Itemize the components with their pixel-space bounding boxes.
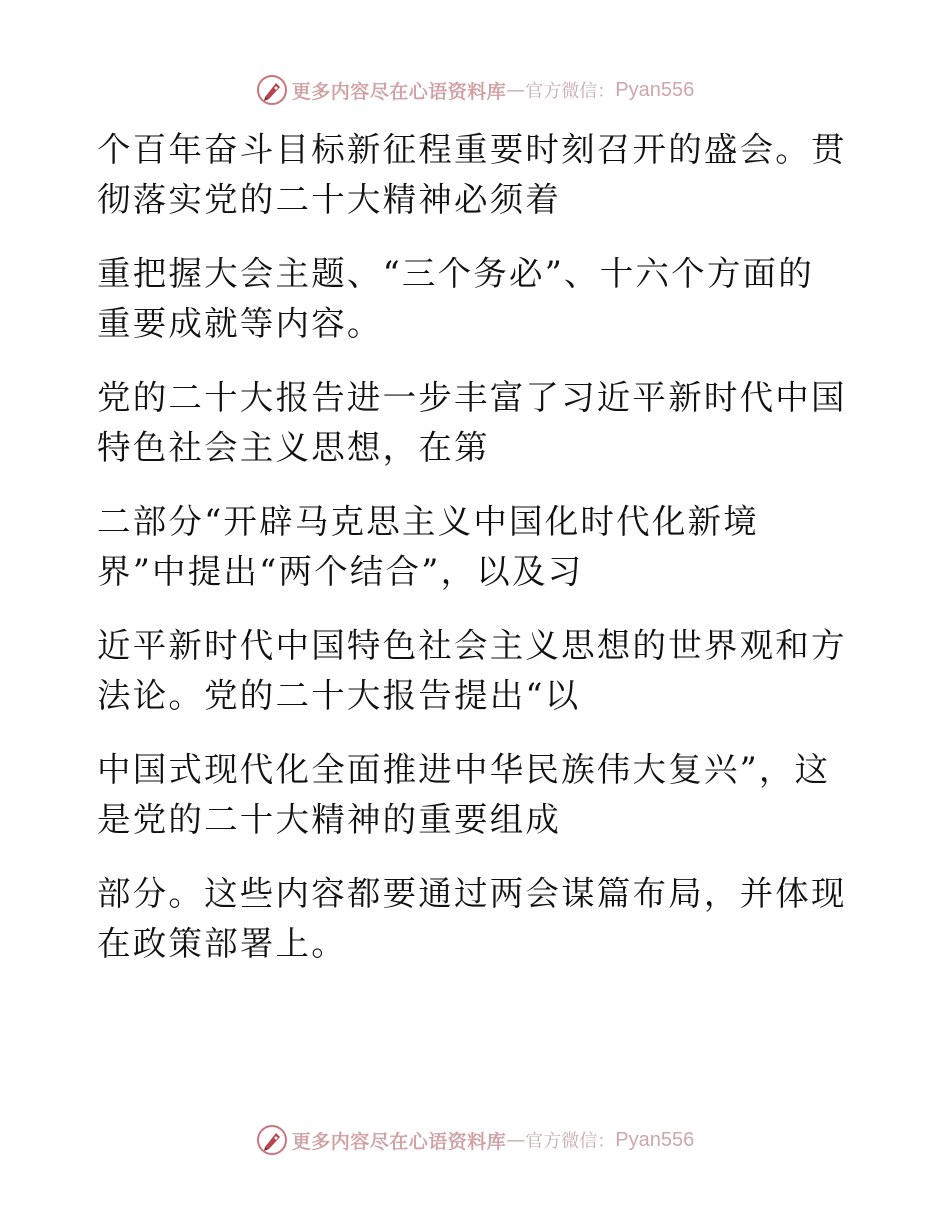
paragraph-line: 是党的二十大精神的重要组成 bbox=[97, 800, 562, 839]
paragraph-line: 彻落实党的二十大精神必须着 bbox=[97, 180, 562, 219]
banner-main-text: 更多内容尽在心语资料库 bbox=[291, 80, 507, 103]
footer-banner bbox=[0, 1120, 950, 1160]
paragraph bbox=[97, 125, 847, 225]
paragraph-line: 近平新时代中国特色社会主义思想的世界观和方 bbox=[97, 626, 847, 665]
banner-dash: — bbox=[506, 1129, 526, 1151]
paragraph bbox=[97, 373, 847, 473]
paragraph-line: 法论。党的二十大报告提出“以 bbox=[97, 676, 581, 715]
paragraph-line: 重把握大会主题、“三个务必”、十六个方面的 bbox=[97, 254, 814, 293]
paragraph-line: 重要成就等内容。 bbox=[97, 304, 383, 343]
paragraph-line: 中国式现代化全面推进中华民族伟大复兴”，这 bbox=[97, 750, 831, 789]
header-banner bbox=[0, 70, 950, 110]
banner-wechat-label: 官方微信： bbox=[525, 81, 616, 102]
banner-wechat-id: Pyan556 bbox=[615, 1128, 695, 1151]
paragraph bbox=[97, 497, 837, 597]
banner-dash: — bbox=[506, 79, 526, 101]
banner-main-text: 更多内容尽在心语资料库 bbox=[291, 1130, 507, 1153]
pen-nib-logo-icon bbox=[256, 1124, 288, 1156]
paragraph-line: 党的二十大报告进一步丰富了习近平新时代中国 bbox=[97, 378, 847, 417]
banner-wechat-label: 官方微信： bbox=[525, 1131, 616, 1152]
document-body bbox=[97, 125, 847, 993]
paragraph bbox=[97, 249, 837, 349]
paragraph-line: 在政策部署上。 bbox=[97, 924, 347, 963]
paragraph-line: 特色社会主义思想，在第 bbox=[97, 428, 490, 467]
paragraph-line: 二部分“开辟马克思主义中国化时代化新境 bbox=[97, 502, 759, 541]
paragraph bbox=[97, 621, 847, 721]
paragraph-line: 个百年奋斗目标新征程重要时刻召开的盛会。贯 bbox=[97, 130, 847, 169]
paragraph-line: 界”中提出“两个结合”，以及习 bbox=[97, 552, 584, 591]
pen-nib-logo-icon bbox=[256, 74, 288, 106]
banner-wechat-id: Pyan556 bbox=[615, 78, 695, 101]
paragraph bbox=[97, 869, 847, 969]
paragraph-line: 部分。这些内容都要通过两会谋篇布局，并体现 bbox=[97, 874, 847, 913]
paragraph bbox=[97, 745, 837, 845]
